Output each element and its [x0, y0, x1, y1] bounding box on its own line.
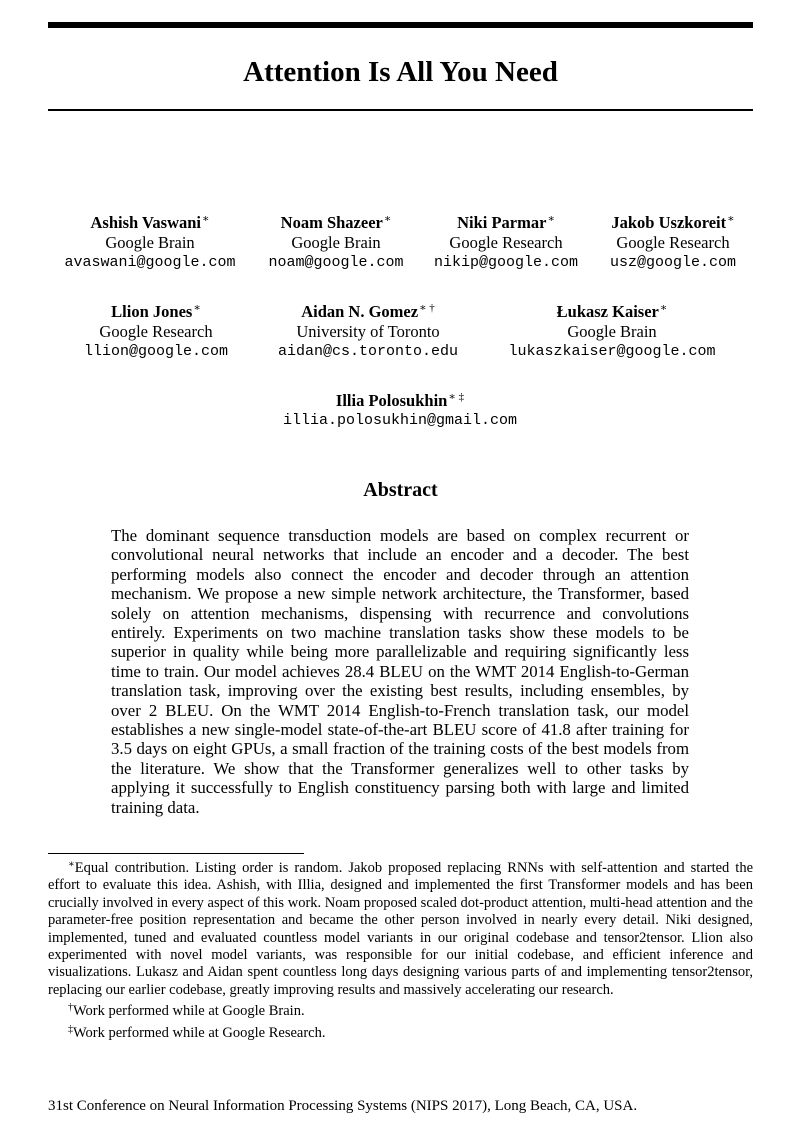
author-mark: ∗ ‡ [448, 391, 465, 403]
abstract-text: The dominant sequence transduction models are based on complex recurrent or convolutional neural networks that include an encoder and a decoder. The best performing models also connect the encoder and decoder through an attention mechanism. We propose a new simple network architecture, the Transformer, based solely on attention mechanisms, dispensing with recurrence and convolutions entirely. Experiments on two machine translation tasks show these models to be superior in quality while being more parallelizable and requiring significantly less time to train. Our model achieves 28.4 BLEU on the WMT 2014 English-to-German translation task, improving over the existing best results, including ensembles, by over 2 BLEU. On the WMT 2014 English-to-French translation task, our model establishes a new single-model state-of-the-art BLEU score of 41.8 after training for 3.5 days on eight GPUs, a small fraction of the training costs of the best models from the literature. We show that the Transformer generalizes well to other tasks by applying it successfully to English constituency parsing both with large and limited training data. [111, 526, 689, 817]
footnote-mark: † [68, 1002, 73, 1014]
author-email: usz@google.com [609, 254, 737, 271]
author-name: Noam Shazeer∗ [280, 213, 392, 232]
author-email: noam@google.com [268, 254, 404, 271]
abstract-heading: Abstract [363, 479, 438, 501]
author-name: Llion Jones∗ [111, 302, 201, 321]
footnote-mark: ∗ [68, 859, 75, 870]
author-name: Łukasz Kaiser∗ [556, 302, 668, 321]
author-block [426, 209, 586, 272]
author-block [60, 209, 240, 272]
title-rule-top [48, 22, 753, 28]
footnote-google-brain: †Work performed while at Google Brain. [68, 1002, 305, 1020]
author-name: Ashish Vaswani∗ [90, 213, 210, 232]
author-affiliation: University of Toronto [296, 322, 440, 341]
conference-footer: 31st Conference on Neural Information Processing Systems (NIPS 2017), Long Beach, CA, USA. [48, 1098, 638, 1114]
author-affiliation: Google Research [449, 233, 563, 252]
author-affiliation: Google Research [99, 322, 213, 341]
author-mark: ∗ [659, 302, 668, 314]
footnote-mark: ‡ [68, 1023, 73, 1035]
footnote-equal-contribution: ∗Equal contribution. Listing order is random. Jakob proposed replacing RNNs with self-attention and started the effort to evaluate this idea. Ashish, with Illia, designed and implemented the first Transformer models and has been crucially involved in every aspect of this work. Noam proposed scaled dot-product attention, multi-head attention and the parameter-free position representation and became the other person involved in nearly every detail. Niki designed, implemented, tuned and evaluated countless model variants in our original codebase and tensor2tensor. Llion also experimented with novel model variants, was responsible for our initial codebase, and efficient inference and visualizations. Lukasz and Aidan spent countless long days designing various parts of and implementing tensor2tensor, replacing our earlier codebase, greatly improving results and massively accelerating our research. [48, 859, 753, 998]
author-name: Jakob Uszkoreit∗ [611, 213, 735, 232]
author-block [600, 209, 746, 272]
author-email: illia.polosukhin@gmail.com [282, 412, 518, 429]
author-mark: ∗ [202, 213, 210, 225]
author-mark: ∗ [383, 213, 392, 225]
footnotes [48, 856, 753, 1042]
author-email: nikip@google.com [433, 254, 579, 271]
author-block [71, 298, 241, 361]
author-email: llion@google.com [83, 343, 229, 360]
author-block [268, 298, 468, 361]
author-mark: ∗ [727, 213, 735, 225]
author-name: Illia Polosukhin∗ ‡ [335, 391, 465, 410]
footnote-google-research: ‡Work performed while at Google Research. [68, 1023, 326, 1041]
author-email: avaswani@google.com [64, 254, 236, 271]
author-affiliation: Google Brain [105, 233, 195, 252]
author-affiliation: Google Brain [567, 322, 657, 341]
author-email: lukaszkaiser@google.com [508, 343, 716, 360]
author-affiliation: Google Research [616, 233, 730, 252]
author-email: aidan@cs.toronto.edu [277, 343, 459, 360]
author-block [256, 209, 416, 272]
footnote-rule [48, 853, 304, 854]
author-name: Aidan N. Gomez∗ † [301, 302, 435, 321]
author-block [270, 387, 530, 430]
author-mark: ∗ [193, 302, 201, 314]
author-name: Niki Parmar∗ [457, 213, 555, 232]
author-mark: ∗ [547, 213, 555, 225]
paper-title: Attention Is All You Need [243, 56, 558, 88]
title-rule-bottom [48, 109, 753, 111]
author-mark: ∗ † [419, 302, 435, 314]
author-affiliation: Google Brain [291, 233, 381, 252]
author-block [497, 298, 727, 361]
